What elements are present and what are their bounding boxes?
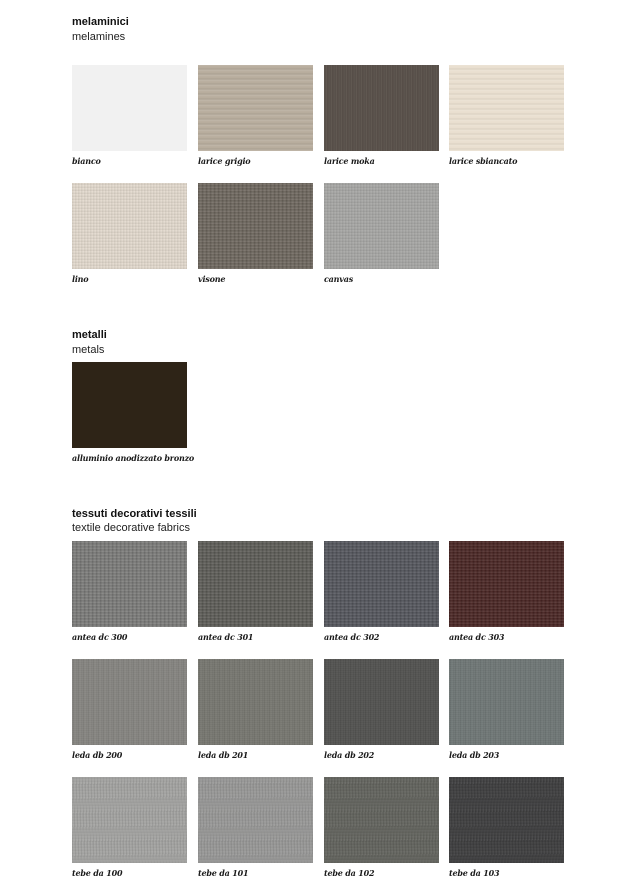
swatch-larice-moka	[324, 65, 439, 151]
section-title-tessuti: tessuti decorativi tessili	[72, 508, 197, 520]
swatch-label: tebe da 101	[198, 868, 249, 878]
swatch-label: larice grigio	[198, 156, 251, 166]
swatch-label: larice sbiancato	[449, 156, 518, 166]
swatch-leda-db-202	[324, 659, 439, 745]
section-subtitle-melamines: melamines	[72, 31, 126, 43]
swatch-label: antea dc 303	[449, 632, 505, 642]
swatch-label: bianco	[72, 156, 101, 166]
swatch-tebe-da-103	[449, 777, 564, 863]
swatch-antea-dc-300	[72, 541, 187, 627]
swatch-label: antea dc 302	[324, 632, 380, 642]
swatch-tebe-da-100	[72, 777, 187, 863]
swatch-tebe-da-102	[324, 777, 439, 863]
swatch-label: canvas	[324, 274, 354, 284]
swatch-label: lino	[72, 274, 89, 284]
swatch-larice-grigio	[198, 65, 313, 151]
swatch-label: antea dc 301	[198, 632, 254, 642]
swatch-tebe-da-101	[198, 777, 313, 863]
swatch-label: leda db 202	[324, 750, 375, 760]
swatch-leda-db-201	[198, 659, 313, 745]
swatch-antea-dc-301	[198, 541, 313, 627]
swatch-label: alluminio anodizzato bronzo	[72, 453, 195, 463]
section-title-metalli: metalli	[72, 329, 107, 341]
swatch-antea-dc-302	[324, 541, 439, 627]
swatch-larice-sbiancato	[449, 65, 564, 151]
swatch-label: leda db 203	[449, 750, 500, 760]
swatch-leda-db-200	[72, 659, 187, 745]
swatch-label: tebe da 103	[449, 868, 500, 878]
swatch-label: tebe da 102	[324, 868, 375, 878]
swatch-bianco	[72, 65, 187, 151]
swatch-label: leda db 200	[72, 750, 123, 760]
swatch-label: visone	[198, 274, 226, 284]
swatch-lino	[72, 183, 187, 269]
section-title-melaminici: melaminici	[72, 16, 129, 28]
section-subtitle-textile: textile decorative fabrics	[72, 522, 190, 534]
swatch-label: tebe da 100	[72, 868, 123, 878]
swatch-alluminio-anodizzato-bronzo	[72, 362, 187, 448]
swatch-leda-db-203	[449, 659, 564, 745]
swatch-antea-dc-303	[449, 541, 564, 627]
swatch-label: larice moka	[324, 156, 375, 166]
swatch-canvas	[324, 183, 439, 269]
swatch-label: antea dc 300	[72, 632, 128, 642]
section-subtitle-metals: metals	[72, 344, 105, 356]
swatch-label: leda db 201	[198, 750, 249, 760]
swatch-visone	[198, 183, 313, 269]
